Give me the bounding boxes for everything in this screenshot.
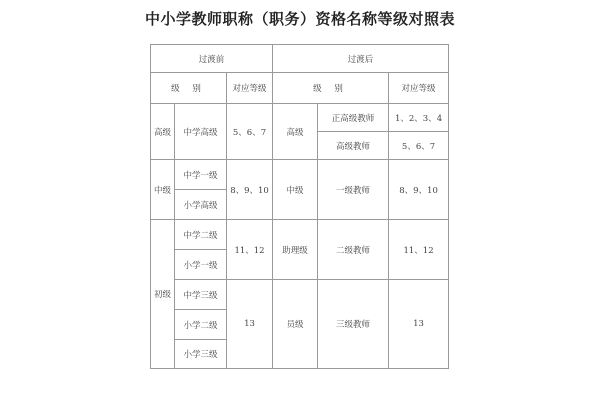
before-title-intermediate-1: 中学一级 [175,160,227,190]
page-title: 中小学教师职称（职务）资格名称等级对照表 [144,10,455,28]
table-row [151,160,449,190]
header-after-grade: 对应等级 [389,73,449,104]
table-row [151,280,449,310]
after-level-junior-b: 员级 [273,280,318,369]
header-before-level: 级 别 [151,73,227,104]
header-row-sub [151,73,449,104]
after-title-intermediate: 一级教师 [318,160,389,220]
after-grades-junior-a: 11、12 [389,220,449,280]
header-after: 过渡后 [273,45,449,73]
after-level-junior-a: 助理级 [273,220,318,280]
before-title-senior: 中学高级 [175,104,227,160]
before-title-junior-3: 中学三级 [175,280,227,310]
before-grades-junior-b: 13 [227,280,273,369]
before-grades-intermediate: 8、9、10 [227,160,273,220]
before-level-intermediate: 中级 [151,160,175,220]
before-title-junior-5: 小学三级 [175,340,227,369]
before-title-junior-2: 小学一级 [175,250,227,280]
after-grades-junior-b: 13 [389,280,449,369]
after-grades-intermediate: 8、9、10 [389,160,449,220]
header-row-top [151,45,449,73]
after-title-junior-a: 二级教师 [318,220,389,280]
after-level-senior: 高级 [273,104,318,160]
table-row [151,220,449,250]
before-grades-senior: 5、6、7 [227,104,273,160]
before-title-junior-4: 小学二级 [175,310,227,340]
header-after-level: 级 别 [273,73,389,104]
before-grades-junior-a: 11、12 [227,220,273,280]
header-before-grade: 对应等级 [227,73,273,104]
before-level-senior: 高级 [151,104,175,160]
before-title-junior-1: 中学二级 [175,220,227,250]
comparison-table [150,44,449,369]
after-level-intermediate: 中级 [273,160,318,220]
after-title-junior-b: 三级教师 [318,280,389,369]
after-grades-senior-1: 1、2、3、4 [389,104,449,132]
before-title-intermediate-2: 小学高级 [175,190,227,220]
after-title-senior-1: 正高级教师 [318,104,389,132]
after-title-senior-2: 高级教师 [318,132,389,160]
header-before: 过渡前 [151,45,273,73]
after-grades-senior-2: 5、6、7 [389,132,449,160]
table-row [151,104,449,132]
before-level-junior: 初级 [151,220,175,369]
